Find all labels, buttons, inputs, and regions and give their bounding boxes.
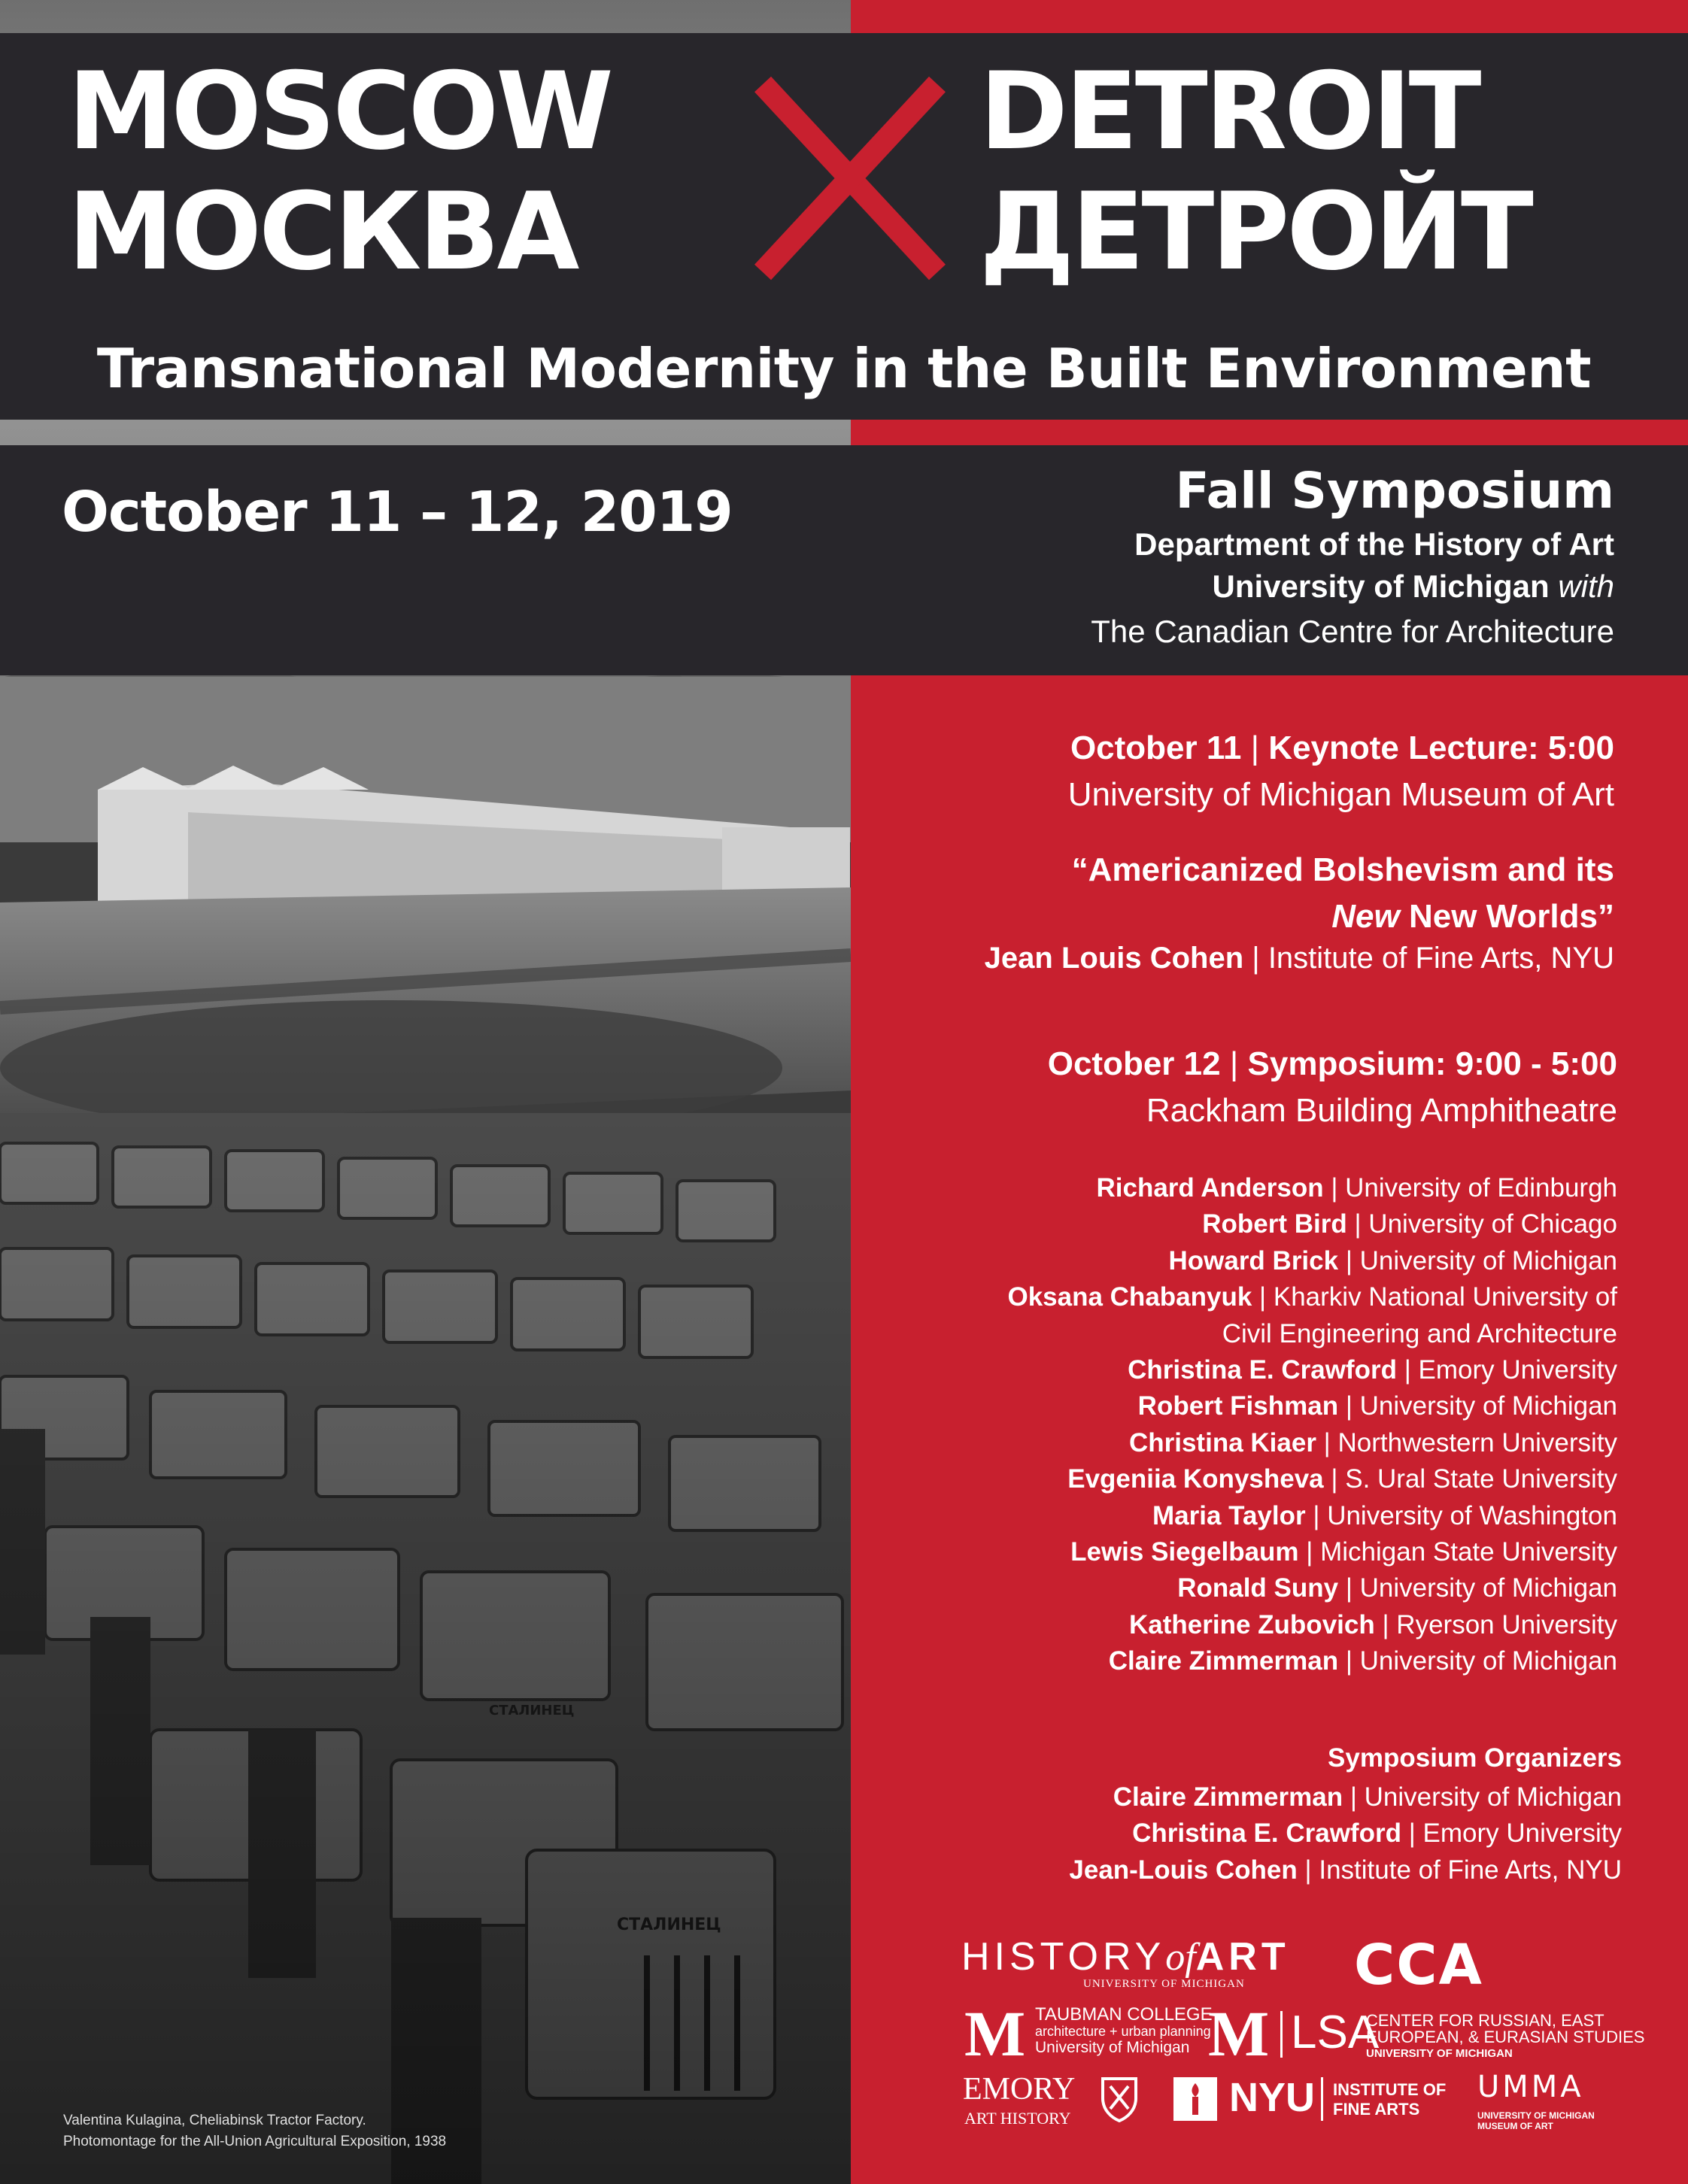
ifa-logo: INSTITUTE OF FINE ARTS	[1333, 2080, 1447, 2119]
day2-venue: Rackham Building Amphitheatre	[1146, 1092, 1617, 1129]
divider	[1321, 2077, 1323, 2121]
nyu-logo: NYU	[1229, 2075, 1316, 2120]
lecture-title-line2	[1331, 898, 1614, 936]
title-moscow: MOSCOW	[68, 50, 611, 174]
lecture-title-new: New	[1331, 898, 1400, 935]
partner: The Canadian Centre for Architecture	[1091, 614, 1614, 649]
cross-icon	[745, 69, 955, 287]
title-detroit: DETROIT	[979, 50, 1479, 174]
list-item: Jean-Louis Cohen | Institute of Fine Arts, NYU	[1069, 1855, 1622, 1885]
day2-label: Symposium: 9:00 - 5:00	[1247, 1045, 1617, 1082]
list-item: Robert Fishman | University of Michigan	[1137, 1391, 1617, 1421]
university-line	[1213, 569, 1614, 605]
title-detroit-cyrillic: ДЕТРОЙТ	[979, 170, 1531, 294]
list-item: Christina E. Crawford | Emory University	[1132, 1818, 1622, 1849]
with-word: with	[1558, 569, 1614, 604]
list-item: Richard Anderson | University of Edinburgh	[1096, 1173, 1617, 1203]
day1-venue: University of Michigan Museum of Art	[1067, 776, 1614, 813]
cca-logo: CCA	[1354, 1933, 1483, 1997]
list-item: Oksana Chabanyuk | Kharkiv National University of	[1007, 1282, 1617, 1312]
subtitle: Transnational Modernity in the Built Environment	[96, 337, 1592, 400]
list-item: Maria Taylor | University of Washington	[1152, 1500, 1617, 1530]
day1-heading	[1070, 730, 1614, 767]
history-of-art-logo: HISTORYofART	[961, 1935, 1290, 1979]
day1-label: Keynote Lecture: 5:00	[1268, 730, 1614, 766]
title-moscow-cyrillic: МОСКВА	[68, 170, 577, 294]
keynote-speaker-name: Jean Louis Cohen	[984, 942, 1244, 975]
list-item: Lewis Siegelbaum | Michigan State University	[1070, 1537, 1617, 1567]
taubman-logo: TAUBMAN COLLEGE architecture + urban planning University of Michigan	[1035, 2004, 1213, 2056]
separator: |	[1229, 1045, 1239, 1082]
crees-logo: CENTER FOR RUSSIAN, EAST EUROPEAN, & EURASIAN STUDIES UNIVERSITY OF MICHIGAN	[1366, 2011, 1645, 2060]
university: University of Michigan	[1212, 569, 1550, 604]
day2-heading	[1048, 1045, 1617, 1083]
emory-sub: ART HISTORY	[964, 2109, 1071, 2128]
history-of-art-sub: UNIVERSITY OF MICHIGAN	[1083, 1978, 1245, 1990]
organizer-list	[1069, 1779, 1622, 1888]
list-item: Christina E. Crawford | Emory University	[1128, 1355, 1617, 1385]
emory-logo: EMORY	[963, 2072, 1076, 2107]
block-m-icon: M	[1208, 1997, 1270, 2070]
organizers-heading: Symposium Organizers	[1328, 1743, 1622, 1773]
list-item: Katherine Zubovich | Ryerson University	[1129, 1609, 1617, 1640]
keynote-speaker-affiliation: Institute of Fine Arts, NYU	[1268, 942, 1614, 975]
list-item: Ronald Suny | University of Michigan	[1177, 1573, 1617, 1603]
event-dates: October 11 – 12, 2019	[62, 480, 733, 544]
speaker-list	[1007, 1170, 1617, 1680]
lecture-title-line1: “Americanized Bolshevism and its	[1071, 851, 1614, 888]
list-item: Evgeniia Konysheva | S. Ural State University	[1067, 1464, 1617, 1494]
list-item: Civil Engineering and Architecture	[1222, 1318, 1617, 1348]
list-item: Claire Zimmerman | University of Michigan	[1108, 1646, 1617, 1676]
nyu-torch-icon	[1173, 2077, 1217, 2121]
department: Department of the History of Art	[1134, 526, 1614, 562]
list-item: Christina Kiaer | Northwestern University	[1128, 1427, 1617, 1458]
divider	[1280, 2011, 1283, 2058]
lsa-logo: LSA	[1291, 2007, 1380, 2058]
event-name: Fall Symposium	[1175, 462, 1614, 520]
list-item: Robert Bird | University of Chicago	[1202, 1209, 1617, 1239]
umma-logo: UMMA	[1477, 2070, 1584, 2104]
list-item: Claire Zimmerman | University of Michigan	[1113, 1782, 1622, 1812]
list-item: Howard Brick | University of Michigan	[1168, 1245, 1617, 1276]
lecture-title-rest: New Worlds”	[1408, 898, 1614, 935]
day1-date: October 11	[1070, 730, 1242, 766]
keynote-speaker	[985, 942, 1614, 975]
separator: |	[1252, 942, 1260, 975]
photo-caption: Valentina Kulagina, Cheliabinsk Tractor Factory. Photomontage for the All-Union Agricultural Exposition, 1938	[63, 2113, 447, 2149]
emory-shield-icon	[1100, 2076, 1139, 2122]
day2-date: October 12	[1047, 1045, 1221, 1082]
umma-sub: UNIVERSITY OF MICHIGAN MUSEUM OF ART	[1477, 2110, 1595, 2131]
block-m-icon: M	[964, 1997, 1026, 2070]
separator: |	[1250, 730, 1260, 766]
